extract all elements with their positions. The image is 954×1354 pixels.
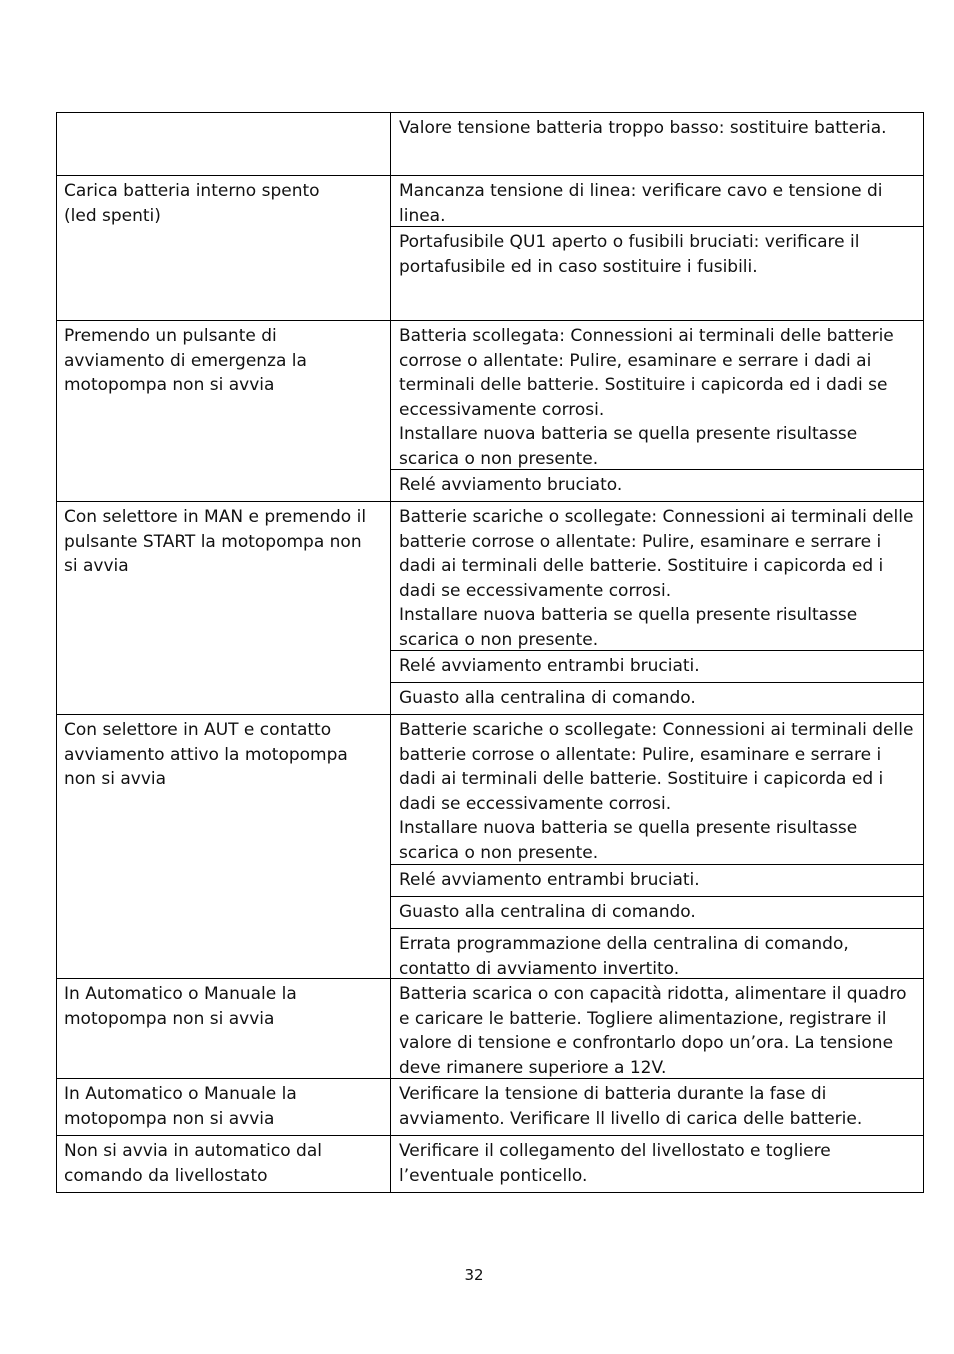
cause-item: Batteria scarica o con capacità ridotta, alimentare il quadro e caricare le batterie. Togliere alimentazione, registrare il valore di tensione e confrontarlo dopo un’ora. La tensione deve rimanere superiore a 12V. <box>399 984 907 1078</box>
cause-item: Verificare la tensione di batteria durante la fase di avviamento. Verificare ll livello di carica delle batterie. <box>399 1084 863 1129</box>
causes-cell <box>391 1136 923 1192</box>
causes-cell <box>391 113 923 175</box>
causes-cell <box>391 502 923 714</box>
causes-cell <box>391 979 923 1078</box>
symptom-cell: Carica batteria interno spento (led spenti) <box>57 176 391 320</box>
causes-cell <box>391 176 923 320</box>
causes-cell <box>391 1079 923 1135</box>
cause-item: Relé avviamento entrambi bruciati. <box>391 650 923 682</box>
cause-item: Batterie scariche o scollegate: Connessioni ai terminali delle batterie corrose o allentate: Pulire, esaminare e serrare i dadi ai terminali delle batterie. Sostituire i capicorda ed i dadi se eccessivamente corrosi. Installare nuova batteria se quella presente risultasse scarica o non presente. <box>399 720 914 863</box>
cause-item: Mancanza tensione di linea: verificare cavo e tensione di linea. <box>399 181 883 226</box>
symptom-cell: Con selettore in MAN e premendo il pulsante START la motopompa non si avvia <box>57 502 391 714</box>
table-row <box>57 501 923 714</box>
cause-item: Portafusibile QU1 aperto o fusibili bruciati: verificare il portafusibile ed in caso sostituire i fusibili. <box>391 226 923 320</box>
cause-item: Batteria scollegata: Connessioni ai terminali delle batterie corrose o allentate: Pulire, esaminare e serrare i dadi ai terminali delle batterie. Sostituire i capicorda ed i dadi se eccessivamente corrosi. Installare nuova batteria se quella presente risultasse scarica o non presente. <box>399 326 894 469</box>
table-row <box>57 978 923 1078</box>
symptom-cell: In Automatico o Manuale la motopompa non si avvia <box>57 979 391 1078</box>
table-row <box>57 320 923 501</box>
cause-item: Relé avviamento entrambi bruciati. <box>391 864 923 896</box>
causes-cell <box>391 715 923 978</box>
cause-item: Errata programmazione della centralina di comando, contatto di avviamento invertito. <box>391 928 923 978</box>
symptom-cell: In Automatico o Manuale la motopompa non si avvia <box>57 1079 391 1135</box>
symptom-cell: Con selettore in AUT e contatto avviamento attivo la motopompa non si avvia <box>57 715 391 978</box>
cause-item: Valore tensione batteria troppo basso: sostituire batteria. <box>399 118 887 138</box>
cause-item: Guasto alla centralina di comando. <box>391 896 923 928</box>
causes-cell <box>391 321 923 501</box>
table-row <box>57 1078 923 1135</box>
troubleshooting-table <box>56 112 924 1193</box>
cause-item: Verificare il collegamento del livellostato e togliere l’eventuale ponticello. <box>399 1141 831 1186</box>
symptom-cell <box>57 113 391 175</box>
symptom-cell: Non si avvia in automatico dal comando da livellostato <box>57 1136 391 1192</box>
table-row <box>57 714 923 978</box>
table-row <box>57 113 923 175</box>
table-row <box>57 1135 923 1192</box>
cause-item: Batterie scariche o scollegate: Connessioni ai terminali delle batterie corrose o allentate: Pulire, esaminare e serrare i dadi ai terminali delle batterie. Sostituire i capicorda ed i dadi se eccessivamente corrosi. Installare nuova batteria se quella presente risultasse scarica o non presente. <box>399 507 914 650</box>
symptom-cell: Premendo un pulsante di avviamento di emergenza la motopompa non si avvia <box>57 321 391 501</box>
table-row <box>57 175 923 320</box>
cause-item: Relé avviamento bruciato. <box>391 469 923 501</box>
page-number: 32 <box>464 1266 484 1284</box>
cause-item: Guasto alla centralina di comando. <box>391 682 923 714</box>
